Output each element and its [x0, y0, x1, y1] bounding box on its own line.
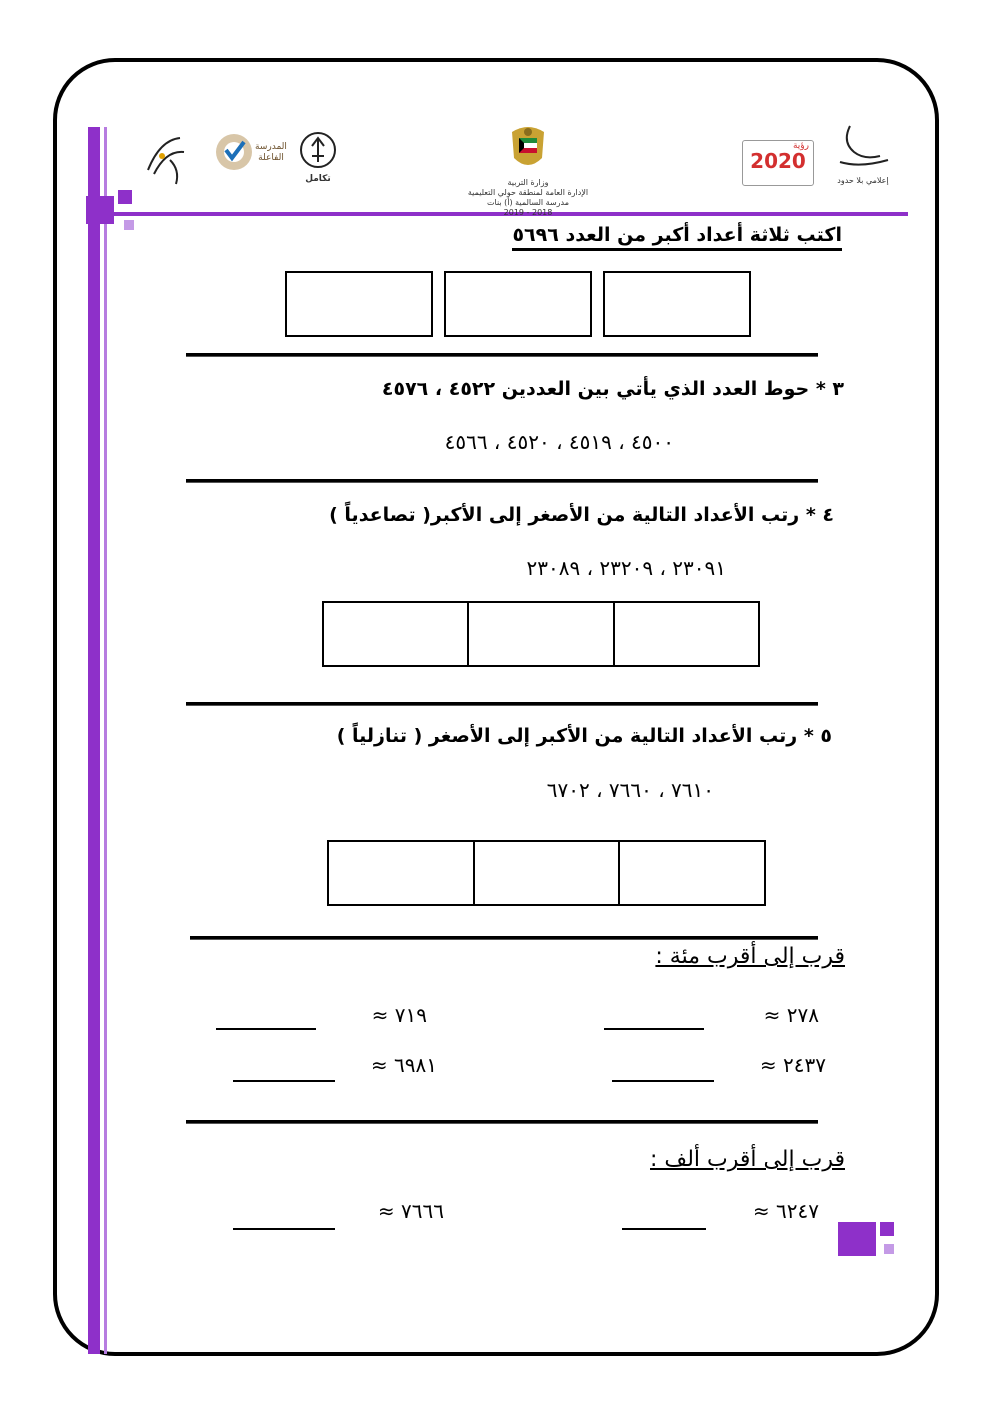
- right-logo-caption: إعلامي بلا حدود: [837, 176, 889, 185]
- answer-box[interactable]: [603, 271, 751, 337]
- takamul-logo: [298, 130, 338, 186]
- q4-answer-boxes: [322, 601, 760, 667]
- round-hundred-title: قرب إلى أقرب مئة :: [655, 944, 845, 969]
- q5-answer-boxes: [327, 840, 766, 906]
- kuwait-emblem: [506, 122, 550, 178]
- answer-line[interactable]: [233, 1228, 335, 1230]
- section-divider: [190, 936, 818, 940]
- section-divider: [186, 1120, 818, 1124]
- vision-label: رؤية: [792, 141, 809, 151]
- round-item: ٧١٩ ≈: [371, 1003, 427, 1027]
- q4-numbers: ٢٣٠٩١ ، ٢٣٢٠٩ ، ٢٣٠٨٩: [526, 556, 726, 580]
- section-divider: [186, 479, 818, 483]
- ministry-line: وزارة التربية: [507, 178, 549, 187]
- purple-square-decoration: [838, 1222, 876, 1256]
- effective-school-logo: [214, 128, 288, 178]
- q4-title: ٤ * رتب الأعداد التالية من الأصغر إلى الأكبر( تصاعدياً ): [329, 504, 834, 526]
- round-item: ٦٢٤٧ ≈: [752, 1199, 819, 1223]
- round-item: ٢٤٣٧ ≈: [759, 1053, 826, 1077]
- answer-box[interactable]: [324, 603, 467, 665]
- effective-school-label: المدرسة الفاعلة: [255, 142, 287, 163]
- q2-title-wrap: [512, 224, 842, 246]
- q3-title: ٣ * حوط العدد الذي يأتي بين العددين ٤٥٢٢ ، ٤٥٧٦: [381, 378, 844, 400]
- round-item: ٦٩٨١ ≈: [370, 1053, 437, 1077]
- ministry-line: مدرسة السالمية (أ) بنات: [486, 198, 570, 207]
- q3-options: ٤٥٠٠ ، ٤٥١٩ ، ٤٥٢٠ ، ٤٥٦٦: [444, 430, 674, 454]
- answer-box[interactable]: [618, 842, 764, 904]
- answer-box[interactable]: [613, 603, 758, 665]
- q5-title: ٥ * رتب الأعداد التالية من الأكبر إلى الأصغر ( تنازلياً ): [336, 725, 832, 747]
- answer-box[interactable]: [285, 271, 433, 337]
- right-logo: [830, 122, 896, 192]
- answer-box[interactable]: [329, 842, 473, 904]
- answer-box[interactable]: [473, 842, 619, 904]
- ministry-line: الإدارة العامة لمنطقة حولي التعليمية: [467, 188, 589, 197]
- section-divider: [186, 353, 818, 357]
- answer-line[interactable]: [216, 1028, 316, 1030]
- vision-2020-logo: [742, 140, 814, 186]
- round-thousand-title: قرب إلى أقرب ألف :: [650, 1147, 845, 1172]
- purple-square-decoration: [884, 1244, 894, 1254]
- purple-square-decoration: [86, 196, 114, 224]
- answer-box[interactable]: [444, 271, 592, 337]
- purple-vertical-bar-light: [104, 127, 107, 1354]
- answer-line[interactable]: [622, 1228, 706, 1230]
- purple-vertical-bar: [88, 127, 100, 1354]
- ministry-line: 2018 - 2019: [503, 208, 553, 217]
- section-divider: [186, 702, 818, 706]
- takamul-label: تكامل: [305, 174, 331, 184]
- ministry-text: [452, 178, 604, 218]
- round-item: ٧٦٦٦ ≈: [377, 1199, 444, 1223]
- purple-square-decoration: [124, 220, 134, 230]
- answer-line[interactable]: [604, 1028, 704, 1030]
- answer-box[interactable]: [467, 603, 612, 665]
- round-item: ٢٧٨ ≈: [763, 1003, 819, 1027]
- purple-square-decoration: [118, 190, 132, 204]
- purple-square-decoration: [880, 1222, 894, 1236]
- q5-numbers: ٧٦١٠ ، ٧٦٦٠ ، ٦٧٠٢: [546, 778, 714, 802]
- answer-line[interactable]: [233, 1080, 335, 1082]
- left-logo: [140, 130, 192, 188]
- vision-year: 2020: [750, 149, 806, 173]
- q2-title: اكتب ثلاثة أعداد أكبر من العدد ٥٦٩٦: [512, 224, 842, 251]
- answer-line[interactable]: [612, 1080, 714, 1082]
